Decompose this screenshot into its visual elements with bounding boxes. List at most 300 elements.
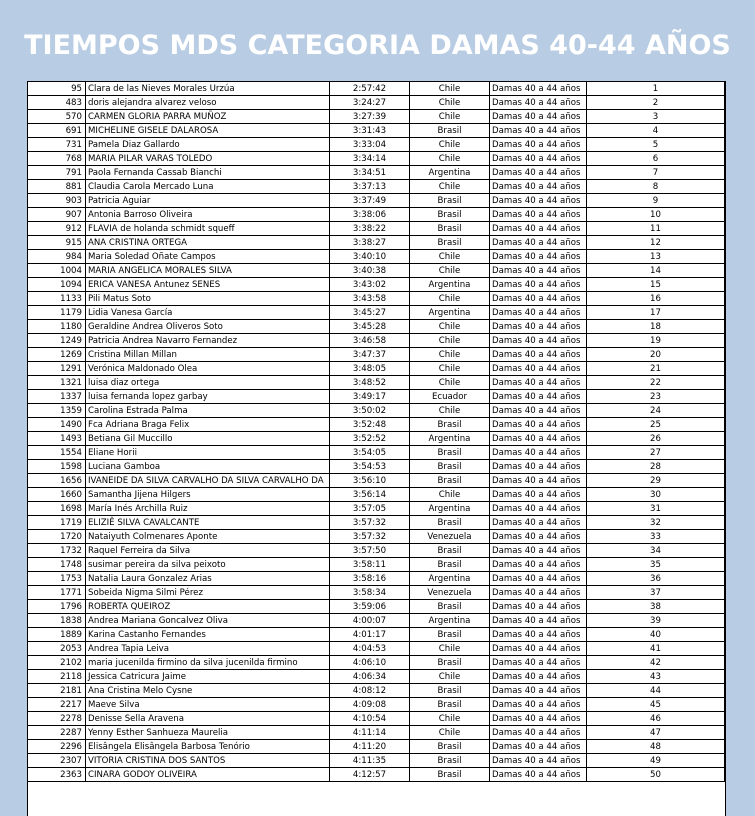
- category-cell[interactable]: Damas 40 a 44 años: [490, 152, 587, 166]
- bib-cell[interactable]: 1748: [28, 558, 86, 572]
- country-cell[interactable]: Chile: [410, 488, 490, 502]
- country-cell[interactable]: Chile: [410, 362, 490, 376]
- bib-cell[interactable]: 1838: [28, 614, 86, 628]
- position-cell[interactable]: 40: [587, 628, 725, 642]
- runner-name-cell[interactable]: FLAVIA de holanda schmidt squeff: [86, 222, 330, 236]
- category-cell[interactable]: Damas 40 a 44 años: [490, 306, 587, 320]
- country-cell[interactable]: Brasil: [410, 754, 490, 768]
- runner-name-cell[interactable]: Lidia Vanesa García: [86, 306, 330, 320]
- country-cell[interactable]: Argentina: [410, 306, 490, 320]
- position-cell[interactable]: 47: [587, 726, 725, 740]
- time-cell[interactable]: 3:43:02: [330, 278, 410, 292]
- runner-name-cell[interactable]: CINARA GODOY OLIVEIRA: [86, 768, 330, 782]
- country-cell[interactable]: Chile: [410, 180, 490, 194]
- position-cell[interactable]: 37: [587, 586, 725, 600]
- country-cell[interactable]: Brasil: [410, 698, 490, 712]
- time-cell[interactable]: 3:58:34: [330, 586, 410, 600]
- category-cell[interactable]: Damas 40 a 44 años: [490, 110, 587, 124]
- position-cell[interactable]: 22: [587, 376, 725, 390]
- bib-cell[interactable]: 2296: [28, 740, 86, 754]
- runner-name-cell[interactable]: Pamela Diaz Gallardo: [86, 138, 330, 152]
- time-cell[interactable]: 3:49:17: [330, 390, 410, 404]
- bib-cell[interactable]: 2053: [28, 642, 86, 656]
- time-cell[interactable]: 3:52:48: [330, 418, 410, 432]
- time-cell[interactable]: 3:43:58: [330, 292, 410, 306]
- bib-cell[interactable]: 1291: [28, 362, 86, 376]
- position-cell[interactable]: 41: [587, 642, 725, 656]
- position-cell[interactable]: 45: [587, 698, 725, 712]
- category-cell[interactable]: Damas 40 a 44 años: [490, 278, 587, 292]
- runner-name-cell[interactable]: Andrea Tapia Leiva: [86, 642, 330, 656]
- position-cell[interactable]: 39: [587, 614, 725, 628]
- bib-cell[interactable]: 1133: [28, 292, 86, 306]
- runner-name-cell[interactable]: Patricia Andrea Navarro Fernandez: [86, 334, 330, 348]
- time-cell[interactable]: 4:11:14: [330, 726, 410, 740]
- runner-name-cell[interactable]: Nataiyuth Colmenares Aponte: [86, 530, 330, 544]
- runner-name-cell[interactable]: Jessica Catricura Jaime: [86, 670, 330, 684]
- bib-cell[interactable]: 2287: [28, 726, 86, 740]
- runner-name-cell[interactable]: Elisângela Elisângela Barbosa Tenório: [86, 740, 330, 754]
- category-cell[interactable]: Damas 40 a 44 años: [490, 418, 587, 432]
- time-cell[interactable]: 2:57:42: [330, 82, 410, 96]
- runner-name-cell[interactable]: Geraldine Andrea Oliveros Soto: [86, 320, 330, 334]
- position-cell[interactable]: 21: [587, 362, 725, 376]
- time-cell[interactable]: 3:48:05: [330, 362, 410, 376]
- runner-name-cell[interactable]: Denisse Sella Aravena: [86, 712, 330, 726]
- country-cell[interactable]: Brasil: [410, 222, 490, 236]
- position-cell[interactable]: 20: [587, 348, 725, 362]
- time-cell[interactable]: 3:57:32: [330, 530, 410, 544]
- position-cell[interactable]: 10: [587, 208, 725, 222]
- country-cell[interactable]: Argentina: [410, 278, 490, 292]
- position-cell[interactable]: 36: [587, 572, 725, 586]
- bib-cell[interactable]: 1656: [28, 474, 86, 488]
- bib-cell[interactable]: 907: [28, 208, 86, 222]
- country-cell[interactable]: Chile: [410, 404, 490, 418]
- country-cell[interactable]: Brasil: [410, 124, 490, 138]
- category-cell[interactable]: Damas 40 a 44 años: [490, 208, 587, 222]
- runner-name-cell[interactable]: ERICA VANESA Antunez SENES: [86, 278, 330, 292]
- category-cell[interactable]: Damas 40 a 44 años: [490, 460, 587, 474]
- category-cell[interactable]: Damas 40 a 44 años: [490, 222, 587, 236]
- category-cell[interactable]: Damas 40 a 44 años: [490, 180, 587, 194]
- position-cell[interactable]: 1: [587, 82, 725, 96]
- country-cell[interactable]: Ecuador: [410, 390, 490, 404]
- time-cell[interactable]: 3:50:02: [330, 404, 410, 418]
- category-cell[interactable]: Damas 40 a 44 años: [490, 82, 587, 96]
- category-cell[interactable]: Damas 40 a 44 años: [490, 124, 587, 138]
- category-cell[interactable]: Damas 40 a 44 años: [490, 334, 587, 348]
- bib-cell[interactable]: 1771: [28, 586, 86, 600]
- category-cell[interactable]: Damas 40 a 44 años: [490, 698, 587, 712]
- bib-cell[interactable]: 691: [28, 124, 86, 138]
- runner-name-cell[interactable]: Karina Castanho Fernandes: [86, 628, 330, 642]
- time-cell[interactable]: 3:48:52: [330, 376, 410, 390]
- category-cell[interactable]: Damas 40 a 44 años: [490, 236, 587, 250]
- category-cell[interactable]: Damas 40 a 44 años: [490, 642, 587, 656]
- country-cell[interactable]: Brasil: [410, 474, 490, 488]
- time-cell[interactable]: 4:08:12: [330, 684, 410, 698]
- time-cell[interactable]: 3:31:43: [330, 124, 410, 138]
- bib-cell[interactable]: 1889: [28, 628, 86, 642]
- country-cell[interactable]: Chile: [410, 96, 490, 110]
- country-cell[interactable]: Chile: [410, 334, 490, 348]
- time-cell[interactable]: 4:09:08: [330, 698, 410, 712]
- bib-cell[interactable]: 1269: [28, 348, 86, 362]
- runner-name-cell[interactable]: Ana Cristina Melo Cysne: [86, 684, 330, 698]
- runner-name-cell[interactable]: Antonia Barroso Oliveira: [86, 208, 330, 222]
- category-cell[interactable]: Damas 40 a 44 años: [490, 250, 587, 264]
- country-cell[interactable]: Chile: [410, 642, 490, 656]
- position-cell[interactable]: 5: [587, 138, 725, 152]
- position-cell[interactable]: 7: [587, 166, 725, 180]
- runner-name-cell[interactable]: Fca Adriana Braga Felix: [86, 418, 330, 432]
- country-cell[interactable]: Chile: [410, 712, 490, 726]
- position-cell[interactable]: 19: [587, 334, 725, 348]
- country-cell[interactable]: Brasil: [410, 558, 490, 572]
- runner-name-cell[interactable]: VITORIA CRISTINA DOS SANTOS: [86, 754, 330, 768]
- category-cell[interactable]: Damas 40 a 44 años: [490, 768, 587, 782]
- time-cell[interactable]: 3:47:37: [330, 348, 410, 362]
- position-cell[interactable]: 4: [587, 124, 725, 138]
- runner-name-cell[interactable]: Clara de las Nieves Morales Urzúa: [86, 82, 330, 96]
- runner-name-cell[interactable]: Raquel Ferreira da Silva: [86, 544, 330, 558]
- position-cell[interactable]: 17: [587, 306, 725, 320]
- runner-name-cell[interactable]: luisa fernanda lopez garbay: [86, 390, 330, 404]
- time-cell[interactable]: 3:54:05: [330, 446, 410, 460]
- position-cell[interactable]: 11: [587, 222, 725, 236]
- position-cell[interactable]: 9: [587, 194, 725, 208]
- time-cell[interactable]: 3:38:27: [330, 236, 410, 250]
- position-cell[interactable]: 44: [587, 684, 725, 698]
- category-cell[interactable]: Damas 40 a 44 años: [490, 614, 587, 628]
- runner-name-cell[interactable]: Eliane Horii: [86, 446, 330, 460]
- time-cell[interactable]: 3:57:32: [330, 516, 410, 530]
- bib-cell[interactable]: 791: [28, 166, 86, 180]
- time-cell[interactable]: 3:37:13: [330, 180, 410, 194]
- category-cell[interactable]: Damas 40 a 44 años: [490, 474, 587, 488]
- country-cell[interactable]: Chile: [410, 152, 490, 166]
- bib-cell[interactable]: 1796: [28, 600, 86, 614]
- position-cell[interactable]: 31: [587, 502, 725, 516]
- country-cell[interactable]: Venezuela: [410, 586, 490, 600]
- bib-cell[interactable]: 731: [28, 138, 86, 152]
- runner-name-cell[interactable]: luisa diaz ortega: [86, 376, 330, 390]
- country-cell[interactable]: Brasil: [410, 208, 490, 222]
- country-cell[interactable]: Chile: [410, 376, 490, 390]
- time-cell[interactable]: 3:56:14: [330, 488, 410, 502]
- runner-name-cell[interactable]: MARIA PILAR VARAS TOLEDO: [86, 152, 330, 166]
- runner-name-cell[interactable]: Pili Matus Soto: [86, 292, 330, 306]
- category-cell[interactable]: Damas 40 a 44 años: [490, 96, 587, 110]
- category-cell[interactable]: Damas 40 a 44 años: [490, 292, 587, 306]
- country-cell[interactable]: Brasil: [410, 656, 490, 670]
- category-cell[interactable]: Damas 40 a 44 años: [490, 446, 587, 460]
- category-cell[interactable]: Damas 40 a 44 años: [490, 600, 587, 614]
- runner-name-cell[interactable]: Sobeida Nigma Silmi Pérez: [86, 586, 330, 600]
- bib-cell[interactable]: 1719: [28, 516, 86, 530]
- position-cell[interactable]: 15: [587, 278, 725, 292]
- country-cell[interactable]: Brasil: [410, 768, 490, 782]
- time-cell[interactable]: 3:45:27: [330, 306, 410, 320]
- bib-cell[interactable]: 768: [28, 152, 86, 166]
- time-cell[interactable]: 3:33:04: [330, 138, 410, 152]
- position-cell[interactable]: 30: [587, 488, 725, 502]
- country-cell[interactable]: Chile: [410, 320, 490, 334]
- position-cell[interactable]: 16: [587, 292, 725, 306]
- time-cell[interactable]: 4:06:34: [330, 670, 410, 684]
- time-cell[interactable]: 3:58:11: [330, 558, 410, 572]
- category-cell[interactable]: Damas 40 a 44 años: [490, 264, 587, 278]
- country-cell[interactable]: Chile: [410, 138, 490, 152]
- time-cell[interactable]: 3:57:50: [330, 544, 410, 558]
- category-cell[interactable]: Damas 40 a 44 años: [490, 684, 587, 698]
- position-cell[interactable]: 25: [587, 418, 725, 432]
- category-cell[interactable]: Damas 40 a 44 años: [490, 376, 587, 390]
- time-cell[interactable]: 4:06:10: [330, 656, 410, 670]
- category-cell[interactable]: Damas 40 a 44 años: [490, 320, 587, 334]
- country-cell[interactable]: Chile: [410, 250, 490, 264]
- bib-cell[interactable]: 1359: [28, 404, 86, 418]
- time-cell[interactable]: 4:10:54: [330, 712, 410, 726]
- country-cell[interactable]: Chile: [410, 110, 490, 124]
- country-cell[interactable]: Brasil: [410, 628, 490, 642]
- category-cell[interactable]: Damas 40 a 44 años: [490, 362, 587, 376]
- bib-cell[interactable]: 1720: [28, 530, 86, 544]
- position-cell[interactable]: 27: [587, 446, 725, 460]
- bib-cell[interactable]: 1321: [28, 376, 86, 390]
- category-cell[interactable]: Damas 40 a 44 años: [490, 488, 587, 502]
- time-cell[interactable]: 3:40:38: [330, 264, 410, 278]
- category-cell[interactable]: Damas 40 a 44 años: [490, 530, 587, 544]
- country-cell[interactable]: Argentina: [410, 572, 490, 586]
- position-cell[interactable]: 42: [587, 656, 725, 670]
- runner-name-cell[interactable]: susimar pereira da silva peixoto: [86, 558, 330, 572]
- country-cell[interactable]: Chile: [410, 292, 490, 306]
- category-cell[interactable]: Damas 40 a 44 años: [490, 138, 587, 152]
- time-cell[interactable]: 4:12:57: [330, 768, 410, 782]
- category-cell[interactable]: Damas 40 a 44 años: [490, 404, 587, 418]
- category-cell[interactable]: Damas 40 a 44 años: [490, 572, 587, 586]
- time-cell[interactable]: 4:00:07: [330, 614, 410, 628]
- runner-name-cell[interactable]: Betiana Gil Muccillo: [86, 432, 330, 446]
- category-cell[interactable]: Damas 40 a 44 años: [490, 586, 587, 600]
- time-cell[interactable]: 4:01:17: [330, 628, 410, 642]
- runner-name-cell[interactable]: MARIA ANGELICA MORALES SILVA: [86, 264, 330, 278]
- category-cell[interactable]: Damas 40 a 44 años: [490, 726, 587, 740]
- bib-cell[interactable]: 2217: [28, 698, 86, 712]
- country-cell[interactable]: Brasil: [410, 516, 490, 530]
- category-cell[interactable]: Damas 40 a 44 años: [490, 166, 587, 180]
- position-cell[interactable]: 2: [587, 96, 725, 110]
- runner-name-cell[interactable]: Carolina Estrada Palma: [86, 404, 330, 418]
- position-cell[interactable]: 35: [587, 558, 725, 572]
- runner-name-cell[interactable]: MICHELINE GISELE DALAROSA: [86, 124, 330, 138]
- category-cell[interactable]: Damas 40 a 44 años: [490, 712, 587, 726]
- bib-cell[interactable]: 912: [28, 222, 86, 236]
- bib-cell[interactable]: 1698: [28, 502, 86, 516]
- time-cell[interactable]: 3:58:16: [330, 572, 410, 586]
- time-cell[interactable]: 3:45:28: [330, 320, 410, 334]
- position-cell[interactable]: 6: [587, 152, 725, 166]
- runner-name-cell[interactable]: Patricia Aguiar: [86, 194, 330, 208]
- bib-cell[interactable]: 903: [28, 194, 86, 208]
- bib-cell[interactable]: 570: [28, 110, 86, 124]
- position-cell[interactable]: 18: [587, 320, 725, 334]
- runner-name-cell[interactable]: maria jucenilda firmino da silva jucenilda firmino: [86, 656, 330, 670]
- category-cell[interactable]: Damas 40 a 44 años: [490, 754, 587, 768]
- country-cell[interactable]: Chile: [410, 348, 490, 362]
- bib-cell[interactable]: 1732: [28, 544, 86, 558]
- runner-name-cell[interactable]: CARMEN GLORIA PARRA MUÑOZ: [86, 110, 330, 124]
- category-cell[interactable]: Damas 40 a 44 años: [490, 670, 587, 684]
- time-cell[interactable]: 4:11:20: [330, 740, 410, 754]
- bib-cell[interactable]: 1337: [28, 390, 86, 404]
- category-cell[interactable]: Damas 40 a 44 años: [490, 628, 587, 642]
- bib-cell[interactable]: 2118: [28, 670, 86, 684]
- category-cell[interactable]: Damas 40 a 44 años: [490, 544, 587, 558]
- position-cell[interactable]: 34: [587, 544, 725, 558]
- bib-cell[interactable]: 2278: [28, 712, 86, 726]
- runner-name-cell[interactable]: Maeve Silva: [86, 698, 330, 712]
- bib-cell[interactable]: 1004: [28, 264, 86, 278]
- bib-cell[interactable]: 1180: [28, 320, 86, 334]
- country-cell[interactable]: Argentina: [410, 166, 490, 180]
- bib-cell[interactable]: 1660: [28, 488, 86, 502]
- country-cell[interactable]: Chile: [410, 670, 490, 684]
- runner-name-cell[interactable]: Cristina Millan Millan: [86, 348, 330, 362]
- category-cell[interactable]: Damas 40 a 44 años: [490, 558, 587, 572]
- time-cell[interactable]: 3:56:10: [330, 474, 410, 488]
- position-cell[interactable]: 43: [587, 670, 725, 684]
- category-cell[interactable]: Damas 40 a 44 años: [490, 194, 587, 208]
- category-cell[interactable]: Damas 40 a 44 años: [490, 348, 587, 362]
- time-cell[interactable]: 3:24:27: [330, 96, 410, 110]
- time-cell[interactable]: 3:34:51: [330, 166, 410, 180]
- country-cell[interactable]: Brasil: [410, 684, 490, 698]
- bib-cell[interactable]: 2181: [28, 684, 86, 698]
- category-cell[interactable]: Damas 40 a 44 años: [490, 432, 587, 446]
- country-cell[interactable]: Chile: [410, 726, 490, 740]
- country-cell[interactable]: Brasil: [410, 544, 490, 558]
- runner-name-cell[interactable]: Samantha Jijena Hilgers: [86, 488, 330, 502]
- bib-cell[interactable]: 1753: [28, 572, 86, 586]
- country-cell[interactable]: Chile: [410, 82, 490, 96]
- position-cell[interactable]: 46: [587, 712, 725, 726]
- bib-cell[interactable]: 2307: [28, 754, 86, 768]
- time-cell[interactable]: 4:04:53: [330, 642, 410, 656]
- position-cell[interactable]: 48: [587, 740, 725, 754]
- position-cell[interactable]: 14: [587, 264, 725, 278]
- bib-cell[interactable]: 1493: [28, 432, 86, 446]
- bib-cell[interactable]: 1490: [28, 418, 86, 432]
- position-cell[interactable]: 23: [587, 390, 725, 404]
- category-cell[interactable]: Damas 40 a 44 años: [490, 656, 587, 670]
- position-cell[interactable]: 24: [587, 404, 725, 418]
- position-cell[interactable]: 8: [587, 180, 725, 194]
- time-cell[interactable]: 4:11:35: [330, 754, 410, 768]
- country-cell[interactable]: Brasil: [410, 740, 490, 754]
- position-cell[interactable]: 32: [587, 516, 725, 530]
- position-cell[interactable]: 29: [587, 474, 725, 488]
- country-cell[interactable]: Brasil: [410, 194, 490, 208]
- bib-cell[interactable]: 95: [28, 82, 86, 96]
- time-cell[interactable]: 3:38:06: [330, 208, 410, 222]
- category-cell[interactable]: Damas 40 a 44 años: [490, 740, 587, 754]
- position-cell[interactable]: 49: [587, 754, 725, 768]
- bib-cell[interactable]: 1554: [28, 446, 86, 460]
- time-cell[interactable]: 3:37:49: [330, 194, 410, 208]
- runner-name-cell[interactable]: Andrea Mariana Goncalvez Oliva: [86, 614, 330, 628]
- country-cell[interactable]: Chile: [410, 264, 490, 278]
- bib-cell[interactable]: 483: [28, 96, 86, 110]
- time-cell[interactable]: 3:38:22: [330, 222, 410, 236]
- time-cell[interactable]: 3:52:52: [330, 432, 410, 446]
- category-cell[interactable]: Damas 40 a 44 años: [490, 390, 587, 404]
- country-cell[interactable]: Brasil: [410, 418, 490, 432]
- runner-name-cell[interactable]: Paola Fernanda Cassab Bianchi: [86, 166, 330, 180]
- country-cell[interactable]: Brasil: [410, 600, 490, 614]
- runner-name-cell[interactable]: María Inés Archilla Ruiz: [86, 502, 330, 516]
- position-cell[interactable]: 28: [587, 460, 725, 474]
- country-cell[interactable]: Argentina: [410, 614, 490, 628]
- country-cell[interactable]: Brasil: [410, 446, 490, 460]
- runner-name-cell[interactable]: ROBERTA QUEIROZ: [86, 600, 330, 614]
- time-cell[interactable]: 3:34:14: [330, 152, 410, 166]
- runner-name-cell[interactable]: Natalia Laura Gonzalez Arias: [86, 572, 330, 586]
- bib-cell[interactable]: 984: [28, 250, 86, 264]
- category-cell[interactable]: Damas 40 a 44 años: [490, 516, 587, 530]
- runner-name-cell[interactable]: Yenny Esther Sanhueza Maurelia: [86, 726, 330, 740]
- runner-name-cell[interactable]: doris alejandra alvarez veloso: [86, 96, 330, 110]
- bib-cell[interactable]: 2363: [28, 768, 86, 782]
- position-cell[interactable]: 3: [587, 110, 725, 124]
- bib-cell[interactable]: 1179: [28, 306, 86, 320]
- bib-cell[interactable]: 1249: [28, 334, 86, 348]
- runner-name-cell[interactable]: Verónica Maldonado Olea: [86, 362, 330, 376]
- position-cell[interactable]: 38: [587, 600, 725, 614]
- bib-cell[interactable]: 915: [28, 236, 86, 250]
- runner-name-cell[interactable]: IVANEIDE DA SILVA CARVALHO DA SILVA CARVALHO DA: [86, 474, 330, 488]
- time-cell[interactable]: 3:40:10: [330, 250, 410, 264]
- country-cell[interactable]: Argentina: [410, 432, 490, 446]
- position-cell[interactable]: 50: [587, 768, 725, 782]
- country-cell[interactable]: Brasil: [410, 236, 490, 250]
- time-cell[interactable]: 3:59:06: [330, 600, 410, 614]
- category-cell[interactable]: Damas 40 a 44 años: [490, 502, 587, 516]
- bib-cell[interactable]: 881: [28, 180, 86, 194]
- time-cell[interactable]: 3:27:39: [330, 110, 410, 124]
- time-cell[interactable]: 3:46:58: [330, 334, 410, 348]
- position-cell[interactable]: 12: [587, 236, 725, 250]
- country-cell[interactable]: Venezuela: [410, 530, 490, 544]
- country-cell[interactable]: Argentina: [410, 502, 490, 516]
- bib-cell[interactable]: 2102: [28, 656, 86, 670]
- runner-name-cell[interactable]: Maria Soledad Oñate Campos: [86, 250, 330, 264]
- bib-cell[interactable]: 1598: [28, 460, 86, 474]
- bib-cell[interactable]: 1094: [28, 278, 86, 292]
- country-cell[interactable]: Brasil: [410, 460, 490, 474]
- runner-name-cell[interactable]: ELIZIÊ SILVA CAVALCANTE: [86, 516, 330, 530]
- position-cell[interactable]: 13: [587, 250, 725, 264]
- time-cell[interactable]: 3:54:53: [330, 460, 410, 474]
- runner-name-cell[interactable]: ANA CRISTINA ORTEGA: [86, 236, 330, 250]
- position-cell[interactable]: 33: [587, 530, 725, 544]
- runner-name-cell[interactable]: Claudia Carola Mercado Luna: [86, 180, 330, 194]
- runner-name-cell[interactable]: Luciana Gamboa: [86, 460, 330, 474]
- time-cell[interactable]: 3:57:05: [330, 502, 410, 516]
- position-cell[interactable]: 26: [587, 432, 725, 446]
